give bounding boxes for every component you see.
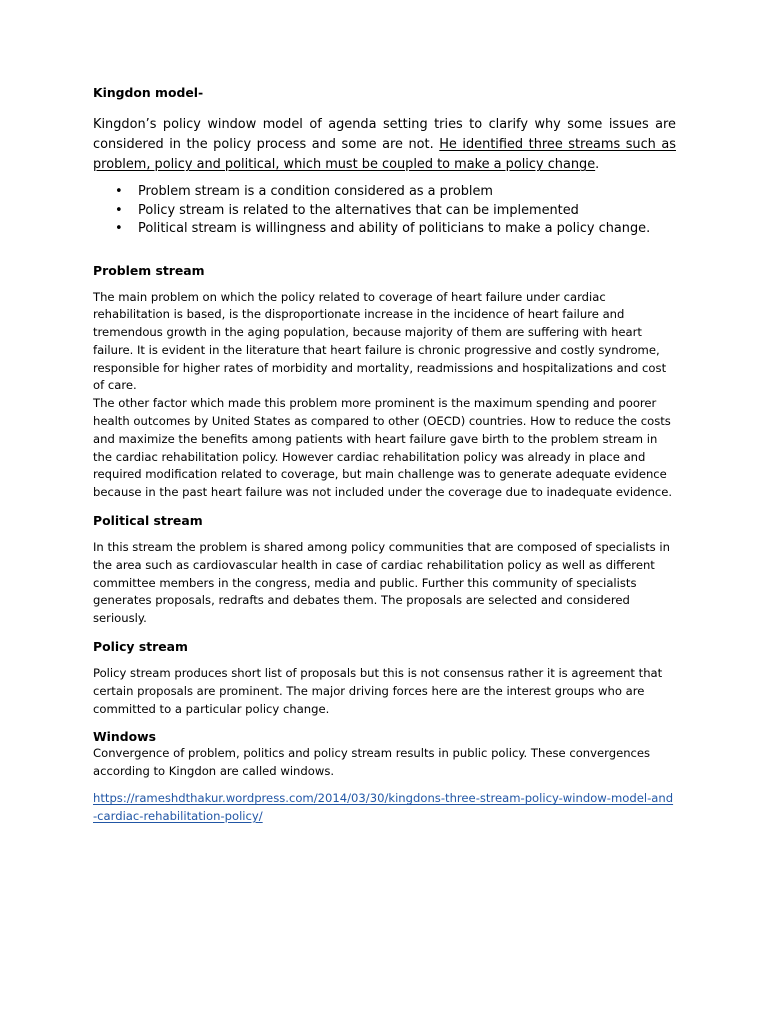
intro-text: Kingdon’s policy window model of agenda setting tries to clarify why some issues are considered in the policy process and some are not. [93, 117, 676, 152]
problem-stream-paragraph-2: The other factor which made this problem more prominent is the maximum spending and poorer health outcomes by United States as compared to other (OECD) countries. How to reduce the costs and maximize the benefits among patients with heart failure gave birth to the problem stream in the cardiac rehabilitation policy. However cardiac rehabilitation policy was already in place and required modification related to coverage, but main challenge was to generate adequate evidence because in the past heart failure was not included under the coverage due to inadequate evidence. [93, 396, 673, 500]
political-stream-heading: Political stream [93, 513, 203, 529]
list-item [93, 183, 676, 202]
political-stream-paragraph: In this stream the problem is shared among policy communities that are composed of specialists in the area such as cardiovascular health in case of cardiac rehabilitation policy as well as different committee members in the congress, media and public. Further this community of specialists generates proposals, redrafts and debates them. The proposals are selected and considered seriously. [93, 540, 670, 626]
bullet-icon: • [115, 221, 123, 236]
source-link-paragraph [93, 790, 676, 826]
source-link[interactable]: https://rameshdthakur.wordpress.com/2014/03/30/kingdons-three-stream-policy-window-model-and-cardiac-rehabilitation-policy/ [93, 791, 674, 823]
list-item [93, 202, 676, 221]
document-page [93, 84, 676, 826]
intro-paragraph [93, 115, 676, 175]
windows-paragraph: Convergence of problem, politics and policy stream results in public policy. These convergences according to Kingdon are called windows. [93, 746, 651, 779]
problem-stream-paragraph-1: The main problem on which the policy related to coverage of heart failure under cardiac rehabilitation is based, is the disproportionate increase in the incidence of heart failure and tremendous growth in the aging population, because majority of them are suffering with heart failure. It is evident in the literature that heart failure is chronic progressive and costly syndrome, responsible for higher rates of morbidity and mortality, readmissions and hospitalizations and cost of care. [93, 289, 667, 393]
policy-stream-paragraph: Policy stream produces short list of proposals but this is not consensus rather it is agreement that certain proposals are prominent. The major driving forces here are the interest groups who are committed to a particular policy change. [93, 666, 663, 716]
problem-stream-heading: Problem stream [93, 262, 205, 278]
bullet-text: Problem stream is a condition considered as a problem [138, 184, 493, 199]
bullet-text: Policy stream is related to the alternatives that can be implemented [138, 202, 579, 218]
intro-end: . [595, 157, 600, 172]
streams-bullet-list [93, 183, 676, 239]
bullet-icon: • [115, 202, 123, 218]
policy-stream-heading: Policy stream [93, 639, 188, 655]
bullet-text: Political stream is willingness and ability of politicians to make a policy change. [138, 221, 651, 236]
intro-underlined-text: He identified three streams such as problem, policy and political, which must be coupled to make a policy change [93, 137, 676, 172]
windows-heading: Windows [93, 729, 156, 745]
bullet-icon: • [115, 184, 123, 199]
list-item [93, 220, 676, 239]
document-title: Kingdon model- [93, 85, 204, 100]
